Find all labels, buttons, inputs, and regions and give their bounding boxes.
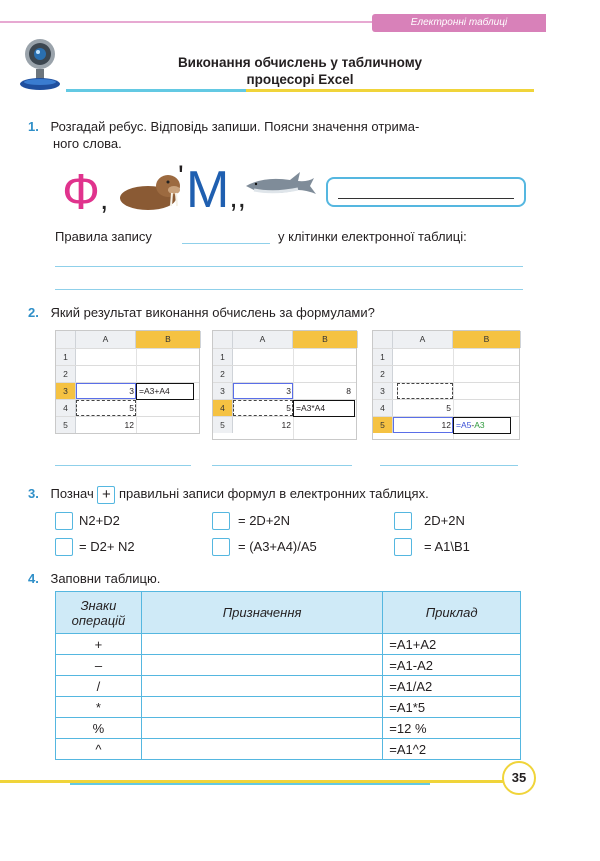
col-header-a: A xyxy=(76,331,136,348)
plus-mark-icon: + xyxy=(97,486,115,504)
rule-text-prefix: Правила запису xyxy=(55,229,152,244)
cell-a4: 5 xyxy=(446,403,451,413)
chapter-label: Електронні таблиці xyxy=(372,14,546,32)
cell-a5: 12 xyxy=(441,420,451,430)
rebus-letter-m: М,, xyxy=(186,161,246,219)
option-5-label: = (A3+A4)/A5 xyxy=(238,539,317,554)
col-header-purpose: Призначення xyxy=(141,592,382,634)
col-header-b: B xyxy=(136,331,201,348)
task2-prompt: 2. Який результат виконання обчислень за формулами? xyxy=(28,305,375,320)
checkbox-option-1[interactable] xyxy=(55,512,73,530)
task1-prompt: 1. Розгадай ребус. Відповідь запиши. Поясни значення отрима- ного слова. xyxy=(28,119,420,151)
rebus-apostrophe: ' xyxy=(178,160,184,193)
answer-line[interactable] xyxy=(380,465,518,466)
cell-a3: 3 xyxy=(129,386,134,396)
option-4-label: = D2+ N2 xyxy=(79,539,135,554)
table-row: ^ =A1^2 xyxy=(56,739,521,760)
walrus-icon xyxy=(118,168,184,217)
footer-divider-accent xyxy=(70,783,430,785)
option-6-label: = A1\B1 xyxy=(424,539,470,554)
purpose-field[interactable] xyxy=(141,739,382,760)
answer-line[interactable] xyxy=(55,266,523,267)
col-header-b: B xyxy=(293,331,358,348)
spreadsheet-2: A B 1 2 3 3 8 4 5 5 12 =A3*A4 xyxy=(212,330,357,440)
col-header-a: A xyxy=(393,331,453,348)
col-header-a: A xyxy=(233,331,293,348)
rule-text-suffix: у клітинки електронної таблиці: xyxy=(278,229,467,244)
purpose-field[interactable] xyxy=(141,697,382,718)
checkbox-option-3[interactable] xyxy=(394,512,412,530)
task4-prompt: 4. Заповни таблицю. xyxy=(28,571,161,586)
answer-line[interactable] xyxy=(212,465,352,466)
col-header-b: B xyxy=(453,331,521,348)
answer-line[interactable] xyxy=(55,465,191,466)
rebus-letter-f: Ф, xyxy=(62,164,109,220)
table-row: * =A1*5 xyxy=(56,697,521,718)
spreadsheet-3: A B 1 2 3 4 5 5 12 =A5-A3 xyxy=(372,330,520,440)
webcam-icon xyxy=(16,36,64,92)
cell-a4: 5 xyxy=(286,403,291,413)
table-row: % =12 % xyxy=(56,718,521,739)
formula-cell-b3: =A3+A4 xyxy=(136,383,194,400)
lesson-title: Виконання обчислень у табличному процесорі Excel xyxy=(177,55,423,87)
cell-a5: 12 xyxy=(124,420,134,430)
table-row: + =A1+A2 xyxy=(56,634,521,655)
answer-line[interactable] xyxy=(55,289,523,290)
option-1-label: N2+D2 xyxy=(79,513,120,528)
rule-blank-field[interactable] xyxy=(182,243,270,244)
checkbox-option-2[interactable] xyxy=(212,512,230,530)
cell-a5: 12 xyxy=(281,420,291,430)
purpose-field[interactable] xyxy=(141,676,382,697)
option-3-label: 2D+2N xyxy=(424,513,465,528)
checkbox-option-5[interactable] xyxy=(212,538,230,556)
table-row: / =A1/A2 xyxy=(56,676,521,697)
table-row: – =A1-A2 xyxy=(56,655,521,676)
purpose-field[interactable] xyxy=(141,634,382,655)
chapter-divider xyxy=(0,21,372,23)
cell-b3: 8 xyxy=(346,386,351,396)
checkbox-option-4[interactable] xyxy=(55,538,73,556)
col-header-operations: Знаки операцій xyxy=(56,592,142,634)
col-header-example: Приклад xyxy=(383,592,521,634)
rebus-answer-field[interactable] xyxy=(326,177,526,207)
operations-table xyxy=(55,591,521,760)
option-2-label: = 2D+2N xyxy=(238,513,291,528)
cell-a4: 5 xyxy=(129,403,134,413)
formula-cell-b4: =A3*A4 xyxy=(293,400,355,417)
spreadsheet-1: A B 1 2 3 3 4 5 5 12 =A3+A4 xyxy=(55,330,200,434)
lesson-title-box xyxy=(66,48,534,92)
purpose-field[interactable] xyxy=(141,718,382,739)
page-number: 35 xyxy=(502,761,536,795)
formula-cell-b5: =A5-A3 xyxy=(453,417,511,434)
task3-prompt: 3. Познач + правильні записи формул в електронних таблицях. xyxy=(28,485,429,503)
shark-icon xyxy=(244,170,320,203)
cell-a3: 3 xyxy=(286,386,291,396)
purpose-field[interactable] xyxy=(141,655,382,676)
checkbox-option-6[interactable] xyxy=(394,538,412,556)
